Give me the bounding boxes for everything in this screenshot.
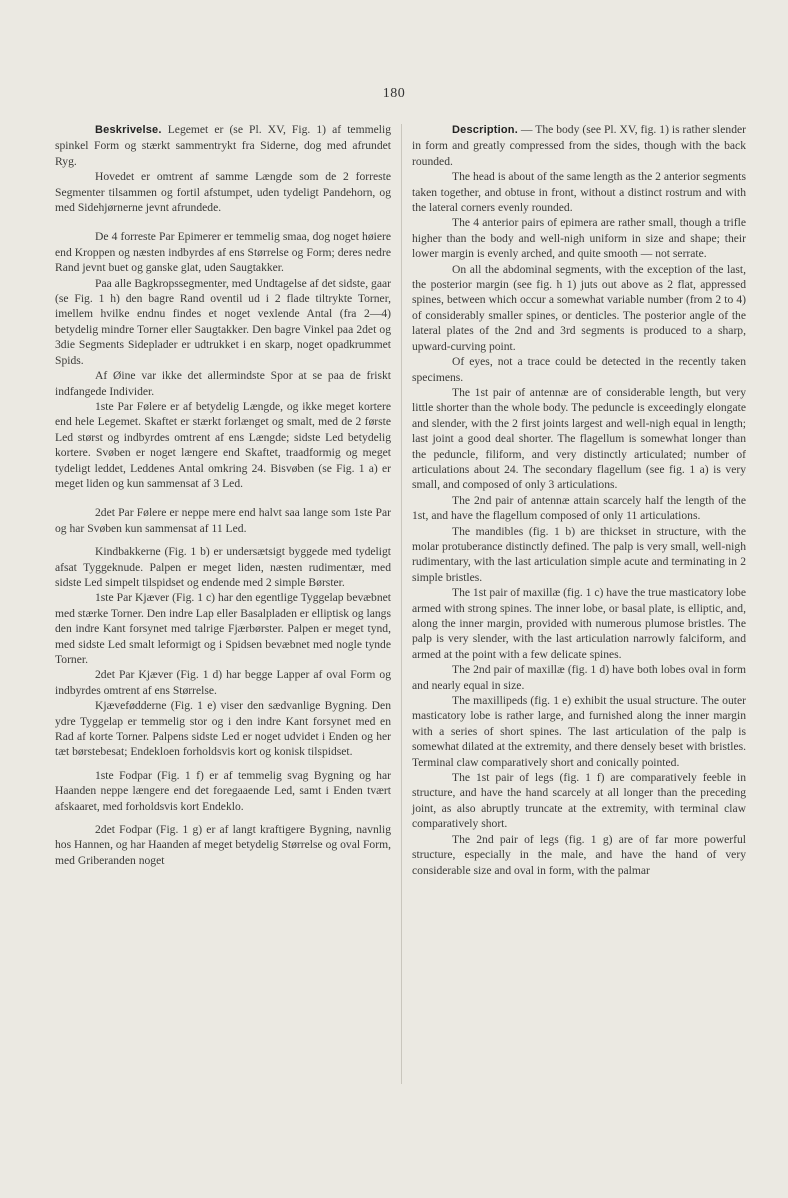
right-column-english: [412, 122, 746, 878]
paragraph: 2det Fodpar (Fig. 1 g) er af langt kraftigere Bygning, navnlig hos Hannen, og har Haanden af meget betydelig Størrelse og oval Form, med Griberanden noget: [55, 823, 391, 867]
paragraph: De 4 forreste Par Epimerer er temmelig smaa, dog noget høiere end Kroppen og næsten indbyrdes af ens Størrelse og Form; deres nedre Rand jevnt buet og ganske glat, uden Saugtakker.: [55, 230, 391, 275]
paragraph: The 2nd pair of maxillæ (fig. 1 d) have both lobes oval in form and nearly equal in size.: [412, 663, 746, 692]
paragraph: Paa alle Bagkropssegmenter, med Undtagelse af det sidste, gaar (se Fig. 1 h) den bagre Rand oventil ud i 2 flade tiltrykte Torner, imellem hvilke endnu findes et noget vexlende Antal (fra 2—4) betydelig mindre Torner eller Saugtakker. Den bagre Vinkel paa 2det og 3die Segments Sideplader er udtrukket i en skarp, noget opadkrummet Spids.: [55, 276, 391, 367]
paragraph: 2det Par Følere er neppe mere end halvt saa lange som 1ste Par og har Svøben kun sammensat af 11 Led.: [55, 506, 391, 535]
paragraph: Hovedet er omtrent af samme Længde som de 2 forreste Segmenter tilsammen og fortil afstumpet, uden tydeligt Pandehorn, og med Sidehjørnerne jevnt afrundede.: [55, 170, 391, 215]
paragraph: [55, 122, 391, 169]
paragraph: The mandibles (fig. 1 b) are thickset in structure, with the molar protuberance distinctly defined. The palp is very small, well-nigh rudimentary, with the last articulation simple acute and terminating in 2 simple bristles.: [412, 524, 746, 584]
paragraph: The 1st pair of maxillæ (fig. 1 c) have the true masticatory lobe armed with strong spines. The inner lobe, or basal plate, is elliptic, and, along the inner margin, provided with numerous plumose bristles. The palp is very slender, with the last articulation narrowly falciform, and armed at the point with a few delicate spines.: [412, 586, 746, 661]
left-column-danish: [55, 122, 391, 868]
paragraph: The 2nd pair of antennæ attain scarcely half the length of the 1st, and have the flagellum composed of only 11 articulations.: [412, 493, 746, 523]
paragraph: The 1st pair of legs (fig. 1 f) are comparatively feeble in structure, and have the hand scarcely at all longer than the preceding joint, as also abruptly truncate at the extremity, with terminal claw comparatively short.: [412, 771, 746, 831]
column-divider: [401, 124, 402, 1084]
section-heading: Beskrivelse.: [95, 124, 162, 136]
paragraph: The maxillipeds (fig. 1 e) exhibit the usual structure. The outer masticatory lobe is rather large, and furnished along the inner margin with a series of short spines. The last articulation of the palp is somewhat dilated at the extremity, and there densely beset with bristles. Terminal claw comparatively short and conically pointed.: [412, 694, 746, 769]
paragraph: On all the abdominal segments, with the exception of the last, the posterior margin (see fig. h 1) juts out above as 2 flat, appressed spines, between which occur a somewhat variable number (from 2 to 4) of considerably smaller spines, or denticles. The posterior angle of the lateral plates of the 2nd and 3rd segments is produced to a sharp, upward-curving point.: [412, 262, 746, 353]
paragraph: Af Øine var ikke det allermindste Spor at se paa de friskt indfangede Individer.: [55, 369, 391, 398]
paragraph: The 4 anterior pairs of epimera are rather small, though a trifle higher than the body and well-nigh uniform in size and shape; their lower margin is evenly arched, and quite smooth — not serrate.: [412, 216, 746, 261]
paragraph: Kjævefødderne (Fig. 1 e) viser den sædvanlige Bygning. Den ydre Tyggelap er temmelig stor og i den indre Kant forsynet med en Rad af korte Torner. Palpens sidste Led er noget udvidet i Enden og her tæt børstebesat; Endekloen forholdsvis kort og konisk tilspidset.: [55, 699, 391, 759]
page-number: 180: [382, 86, 406, 101]
paragraph: Of eyes, not a trace could be detected in the recently taken specimens.: [412, 355, 746, 384]
paragraph: 1ste Par Kjæver (Fig. 1 c) har den egentlige Tyggelap bevæbnet med stærke Torner. Den indre Lap eller Basalpladen er elliptisk og langs den indre Kant forsynet med talrige Fjærbørster. Palpen er meget tynd, med sidste Led smalt leformigt og i Spidsen bevæbnet med nogle tynde Torner.: [55, 591, 391, 666]
paragraph: The head is about of the same length as the 2 anterior segments taken together, and obtuse in front, without a distinct rostrum and with the lateral corners evenly rounded.: [412, 170, 746, 215]
paragraph: The 2nd pair of legs (fig. 1 g) are of far more powerful structure, especially in the male, and have the hand of very considerable size and oval in form, with the palmar: [412, 832, 746, 877]
paragraph-text: Legemet er (se Pl. XV, Fig. 1) af temmelig spinkel Form og stærkt sammentrykt fra Siderne, dog med afrundet Ryg.: [55, 123, 391, 168]
paragraph: [412, 122, 746, 169]
paragraph: 1ste Par Følere er af betydelig Længde, og ikke meget kortere end hele Legemet. Skaftet er stærkt forlænget og smalt, med de 2 første Led størst og indbyrdes omtrent af ens Længde; sidste Led betydelig kortere. Svøben er noget længere end Skaftet, traadformig og meget tydeligt leddet, Leddenes Antal omkring 24. Bisvøben (se Fig. 1 a) er meget liden og kun sammensat af 3 Led.: [55, 399, 391, 490]
paragraph: The 1st pair of antennæ are of considerable length, but very little shorter than the whole body. The peduncle is exceedingly elongate and slender, with the 2 first joints largest and well-nigh equal in length; last joint a good deal shorter. The flagellum is somewhat longer than the peduncle, filiform, and very distinctly articulated; number of articulations about 24. The secondary flagellum (see fig. 1 a) is very small, and composed of only 3 articulations.: [412, 385, 746, 492]
section-heading: Description.: [452, 124, 518, 136]
paragraph: 2det Par Kjæver (Fig. 1 d) har begge Lapper af oval Form og indbyrdes omtrent af ens Størrelse.: [55, 668, 391, 697]
paragraph: 1ste Fodpar (Fig. 1 f) er af temmelig svag Bygning og har Haanden neppe længere end det foregaaende Led, samt i Enden tvært afskaaret, med forholdsvis kort Endeklo.: [55, 768, 391, 813]
paragraph: Kindbakkerne (Fig. 1 b) er undersætsigt byggede med tydeligt afsat Tyggeknude. Palpen er meget liden, næsten rudimentær, med sidste Led simpelt tilspidset og endende med 2 simple Børster.: [55, 545, 391, 589]
paragraph-text: — The body (see Pl. XV, fig. 1) is rather slender in form and greatly compressed from the sides, though with the back rounded.: [412, 123, 747, 168]
